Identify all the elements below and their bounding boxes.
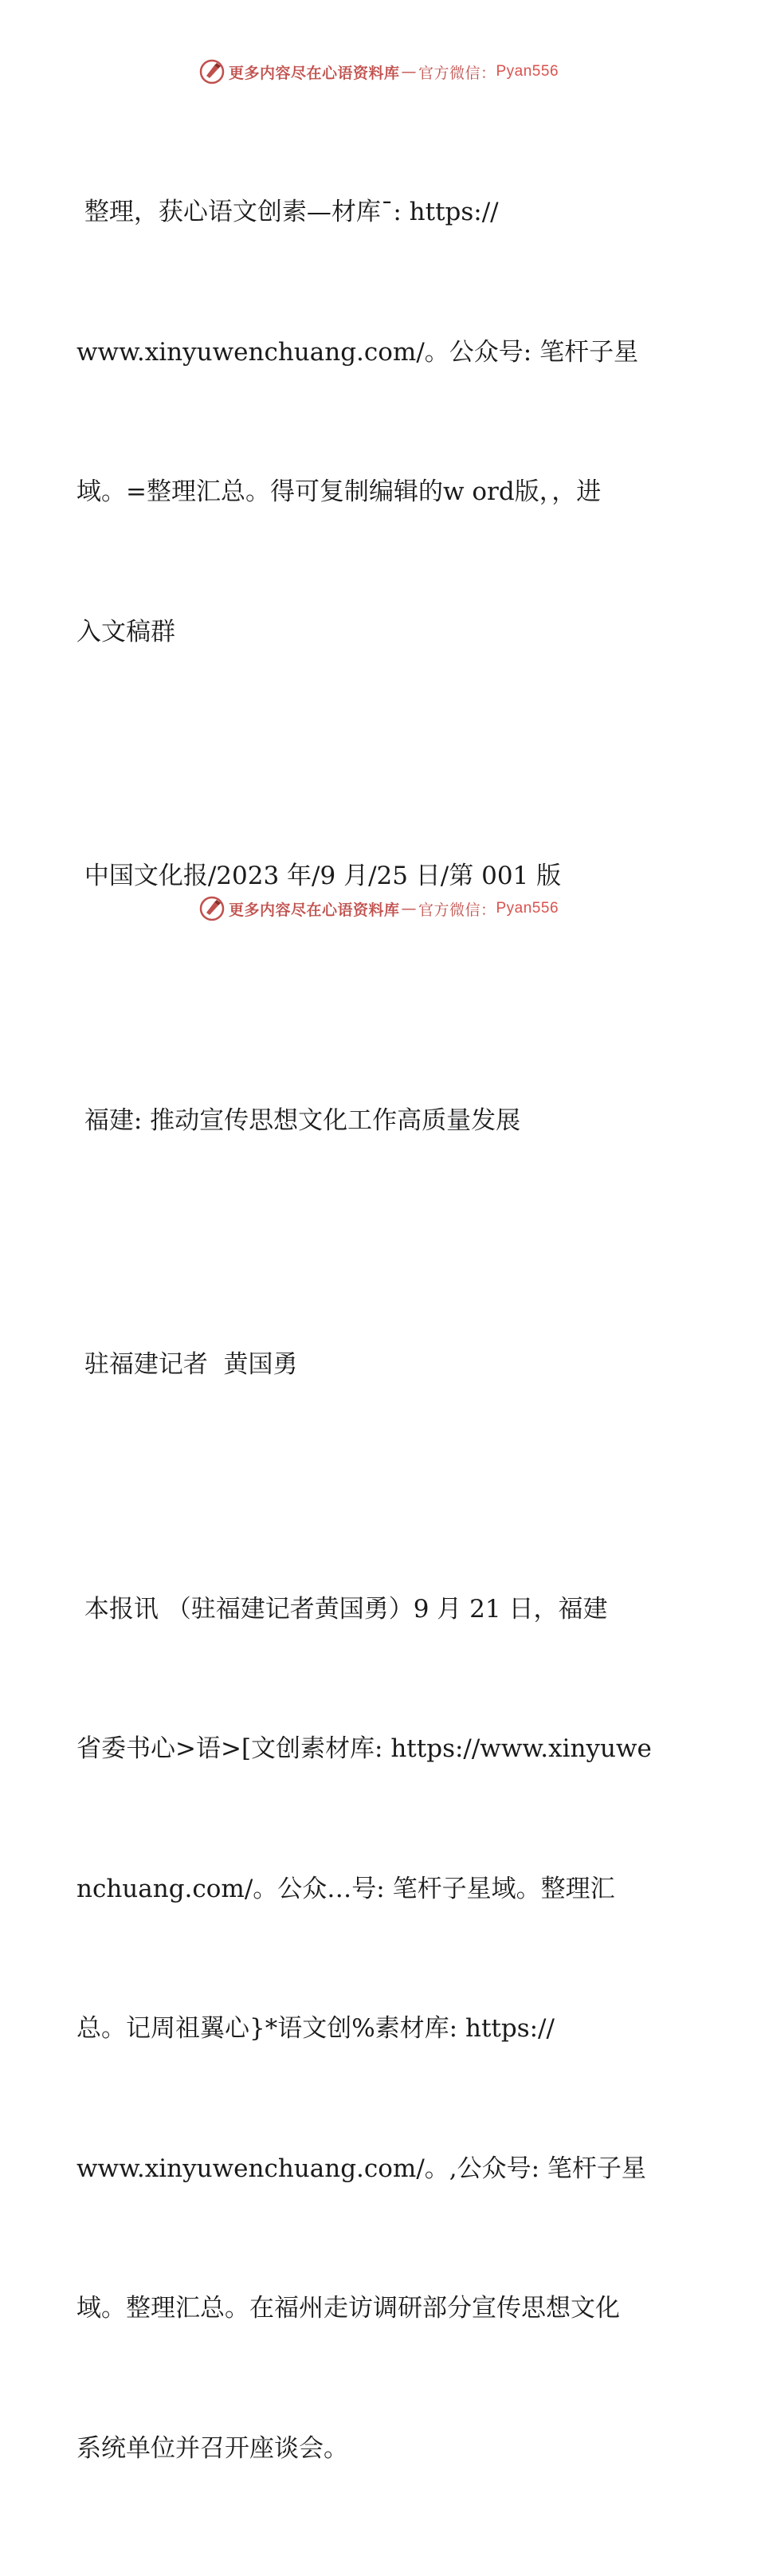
banner-dash: — [401,900,417,917]
text-line: 域。=整理汇总。得可复制编辑的w ord版，，进 [76,477,602,506]
text-line: 福建: 推动宣传思想文化工作高质量发展 [76,1105,521,1135]
brand-logo-icon [198,895,226,922]
text-line: 入文稿群 [76,617,175,646]
banner-wechat-id: Pyan556 [496,63,559,80]
text-line: 中国文化报/2023 年/9 月/25 日/第 001 版 [76,862,562,890]
text-line: 本报讯 （驻福建记者黄国勇）9 月 21 日，福建 [76,1594,608,1624]
text-line: 域。整理汇总。在福州走访调研部分宣传思想文化 [76,2294,620,2323]
intro-paragraph [76,96,682,748]
banner-wechat-label: 官方微信： [418,64,496,82]
article-body-paragraph [76,1493,682,2566]
text-line: www.xinyuwenchuang.com/。公众号: 笔杆子星 [76,337,639,367]
brand-logo-icon [198,58,226,85]
text-line: 整理，获心语文创素—材库¯: https:// [76,198,499,226]
article-byline [76,1248,682,1482]
banner-wechat-id: Pyan556 [496,900,559,917]
footer-banner [0,893,757,925]
text-line: 系统单位并召开座谈会。 [76,2433,348,2463]
article-title [76,1004,682,1238]
header-banner [0,56,757,88]
document-body [76,96,682,2576]
banner-wechat-label: 官方微信： [418,901,496,919]
text-line: 省委书心>语>[文创素材库: https://www.xinyuwe [76,1734,652,1763]
banner-text: 更多内容尽在心语资料库 [228,64,400,82]
text-line: 总。记周祖翼心}*语文创%素材库: https:// [76,2014,555,2043]
source-line [76,760,682,993]
banner-dash: — [401,63,417,80]
text-line: www.xinyuwenchuang.com/。,公众号: 笔杆子星 [76,2154,646,2183]
text-line: nchuang.com/。公众…号: 笔杆子星域。整理汇 [76,1874,615,1903]
text-line: 驻福建记者 黄国勇 [76,1350,298,1379]
banner-text: 更多内容尽在心语资料库 [228,901,400,919]
